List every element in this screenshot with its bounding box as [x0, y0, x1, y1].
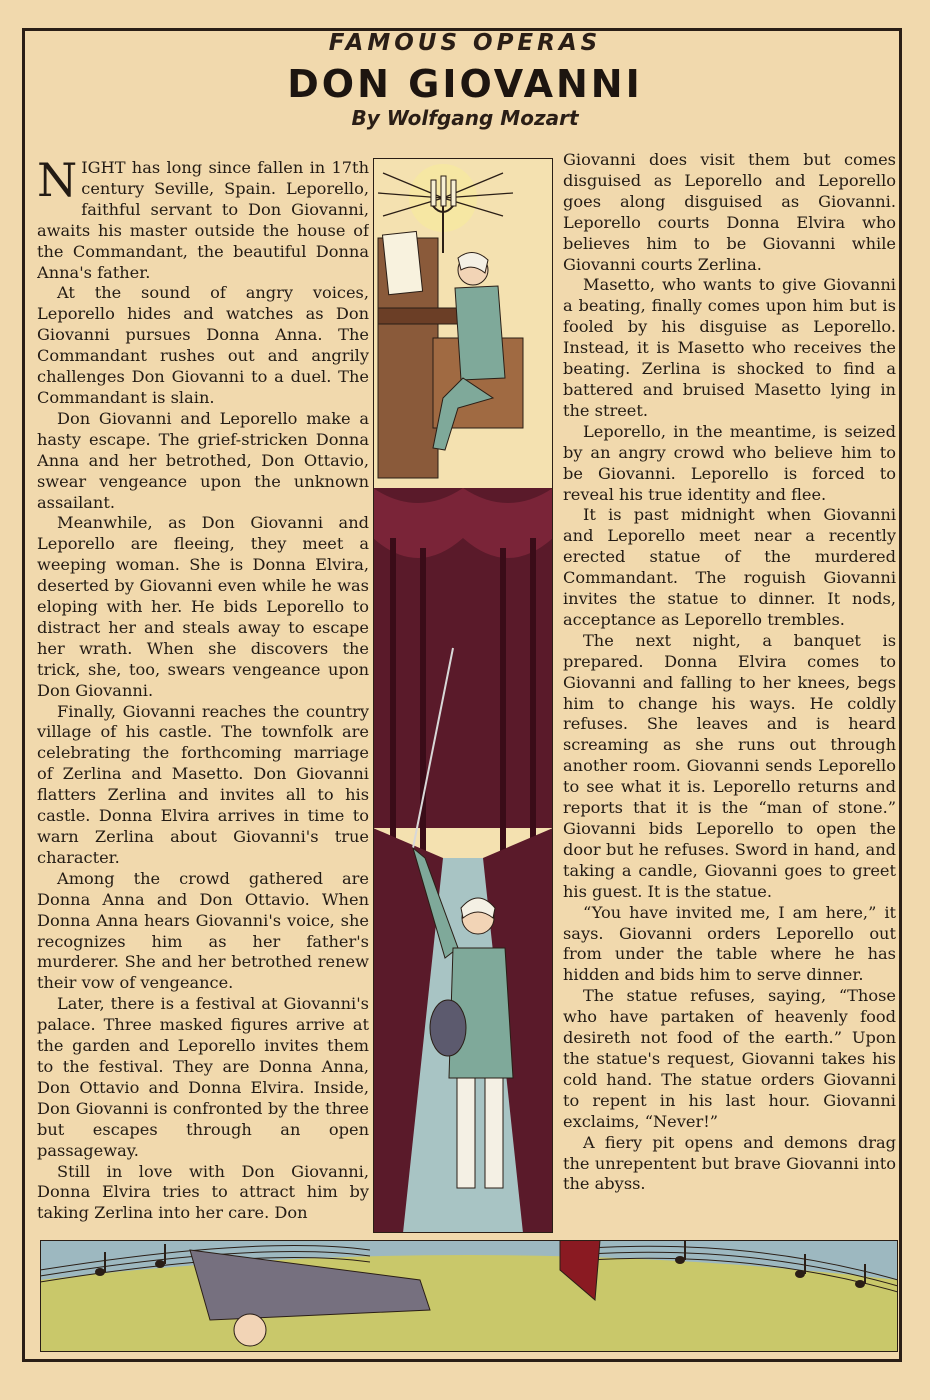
paragraph: Finally, Giovanni reaches the country village of his castle. The townfolk are celebrating the forthcoming marriage of Zerlina and Masetto. Don Giovanni flatters Zerlina and invites all to his castle. Donna Elvira arrives in time to warn Zerlina about Giovanni's true character.: [37, 701, 369, 867]
paragraph-text: IGHT has long since fallen in 17th century Seville, Spain. Leporello, faithful servant to Don Giovanni, awaits his master outside the house of the Commandant, the beautiful Donna Anna's father.: [37, 158, 369, 282]
opera-title: DON GIOVANNI: [287, 62, 643, 106]
paragraph: The statue refuses, saying, “Those who have partaken of heavenly food desireth not food of the earth.” Upon the statue's request, Giovanni takes his cold hand. The statue orders Giovanni to repent in his last hour. Giovanni exclaims, “Never!”: [563, 986, 896, 1131]
paragraph: Don Giovanni and Leporello make a hasty escape. The grief-stricken Donna Anna and her betrothed, Don Ottavio, swear vengeance upon the unknown assailant.: [37, 408, 369, 512]
left-text-column: [37, 158, 369, 1233]
paragraph: Masetto, who wants to give Giovanni a beating, finally comes upon him but is fooled by his disguise as Leporello. Instead, it is Masetto who receives the beating. Zerlina is shocked to find a battered and bruised Masetto lying in the street.: [563, 275, 896, 420]
paragraph: It is past midnight when Giovanni and Leporello meet near a recently erected statue of the murdered Commandant. The roguish Giovanni invites the statue to dinner. It nods, acceptance as Leporello trembles.: [563, 505, 896, 629]
paragraph: Among the crowd gathered are Donna Anna and Don Ottavio. When Donna Anna hears Giovanni's voice, she recognizes him as her father's murderer. She and her betrothed renew their vow of vengeance.: [37, 868, 369, 993]
right-text-column: [563, 150, 896, 1240]
paragraph: Giovanni does visit them but comes disguised as Leporello and Leporello goes along disguised as Giovanni. Leporello courts Donna Elvira who believes him to be Giovanni while Giovanni courts Zerlina.: [563, 150, 896, 274]
bottom-illustration: [40, 1240, 898, 1352]
center-illustration: [373, 158, 553, 1233]
paragraph: [37, 158, 369, 283]
drop-cap: N: [37, 158, 78, 207]
paragraph: The next night, a banquet is prepared. Donna Elvira comes to Giovanni and falling to her knees, begs him to change his ways. He coldly refuses. She leaves and is heard screaming as she runs out through another room. Giovanni sends Leporello to see what it is. Leporello returns and reports that it is the “man of stone.” Giovanni bids Leporello to open the door but he refuses. Sword in hand, and taking a candle, Giovanni goes to greet his guest. It is the statue.: [563, 630, 896, 901]
paragraph: At the sound of angry voices, Leporello hides and watches as Don Giovanni pursues Donna Anna. The Commandant rushes out and angrily challenges Don Giovanni to a duel. The Commandant is slain.: [37, 283, 369, 407]
paragraph: “You have invited me, I am here,” it says. Giovanni orders Leporello out from under the table where he has hidden and bids him to serve dinner.: [563, 902, 896, 985]
author-byline: By Wolfgang Mozart: [351, 106, 579, 130]
series-heading: FAMOUS OPERAS: [328, 30, 602, 56]
paragraph: Meanwhile, as Don Giovanni and Leporello are fleeing, they meet a weeping woman. She is Donna Elvira, deserted by Giovanni even while he was eloping with her. He bids Leporello to distract her and steals away to escape her wrath. When she discovers the trick, she, too, swears vengeance upon Don Giovanni.: [37, 513, 369, 700]
paragraph: Later, there is a festival at Giovanni's palace. Three masked figures arrive at the garden and Leporello invites them to the festival. They are Donna Anna, Don Ottavio and Donna Elvira. Inside, Don Giovanni is confronted by the three but escapes through an open passageway.: [37, 994, 369, 1160]
paragraph: A fiery pit opens and demons drag the unrepentent but brave Giovanni into the abyss.: [563, 1132, 896, 1194]
paragraph: Leporello, in the meantime, is seized by an angry crowd who believe him to be Giovanni. Leporello is forced to reveal his true identity and flee.: [563, 421, 896, 504]
paragraph: Still in love with Don Giovanni, Donna Elvira tries to attract him by taking Zerlina into her care. Don: [37, 1161, 369, 1223]
